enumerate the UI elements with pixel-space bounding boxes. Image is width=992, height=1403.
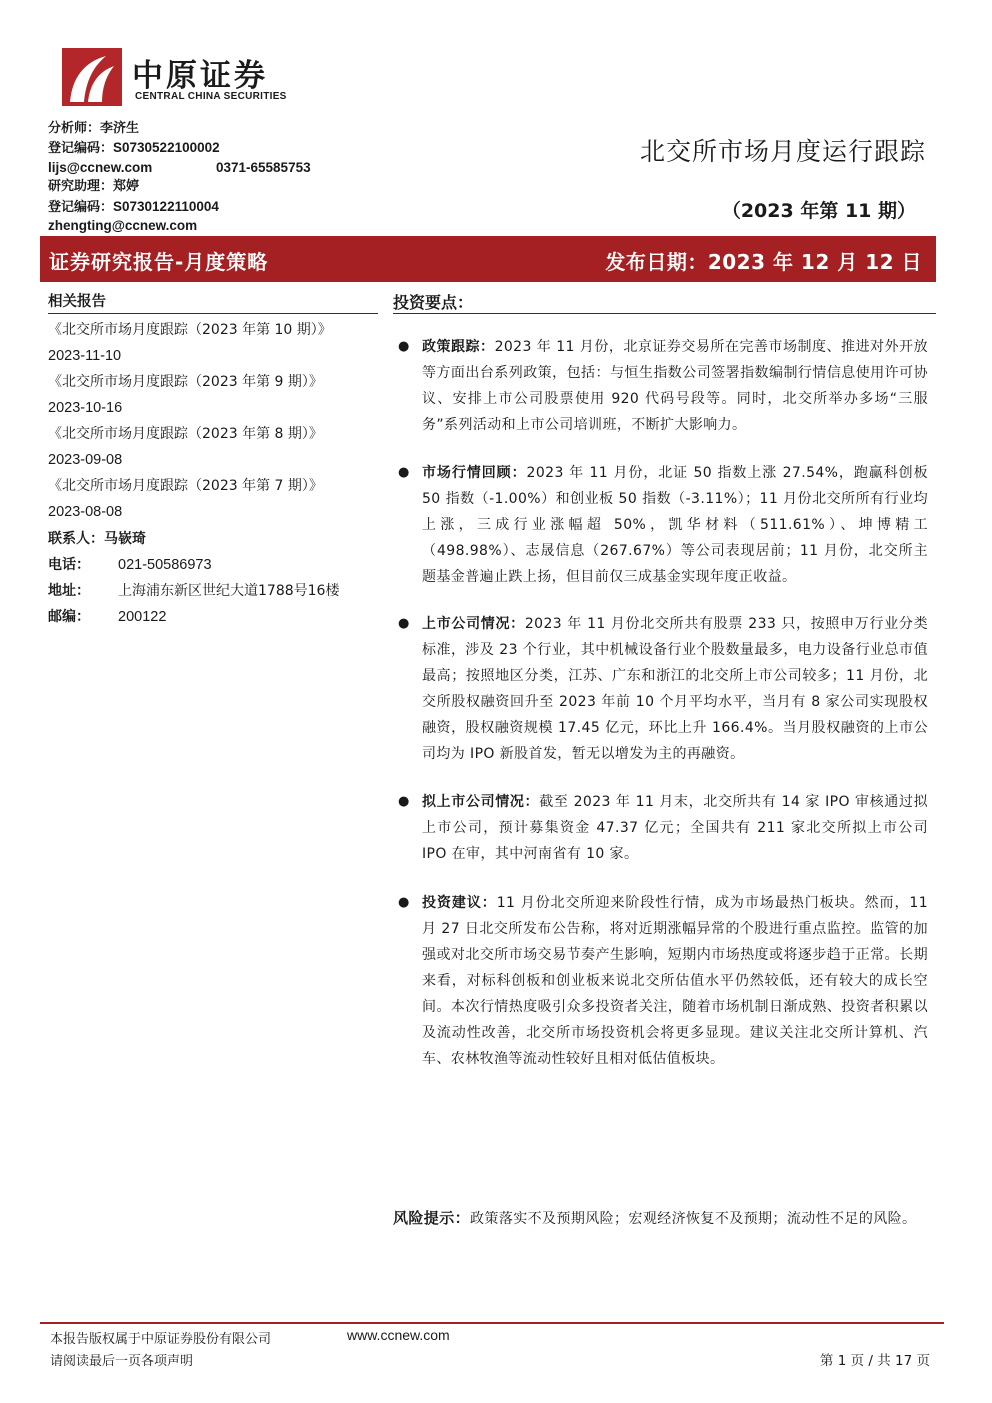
contact-address: 上海浦东新区世纪大道1788号16楼 (118, 583, 340, 599)
point-label: 投资建议： (422, 895, 497, 911)
related-reports-list (48, 317, 388, 525)
footer-website-link[interactable]: www.ccnew.com (347, 1327, 450, 1343)
analyst-row (48, 119, 348, 138)
assistant-label: 研究助理： (48, 179, 114, 195)
report-title: 北交所市场月度运行跟踪 (639, 137, 926, 166)
analyst-reg-no: S0730522100002 (113, 140, 220, 156)
analyst-label: 分析师： (48, 121, 101, 136)
risk-warning (393, 1205, 928, 1232)
assistant-name: 郑婷 (113, 179, 140, 195)
contact-phone-row (48, 552, 388, 578)
related-report-date: 2023-09-08 (48, 452, 123, 468)
related-report-title[interactable]: 《北交所市场月度跟踪（2023 年第 8 期）》 (48, 426, 323, 442)
footer-copyright: 本报告版权属于中原证券股份有限公司 (50, 1332, 272, 1347)
contact-info (48, 526, 388, 630)
contact-person-label: 联系人： (48, 531, 104, 547)
assistant-row (48, 177, 348, 196)
investment-point (398, 460, 928, 590)
investment-heading: 投资要点： (393, 293, 474, 312)
report-category: 证券研究报告-月度策略 (49, 250, 269, 274)
contact-postcode: 200122 (118, 609, 167, 625)
contact-person: 马嵚琦 (104, 531, 146, 547)
related-report-date: 2023-10-16 (48, 400, 123, 416)
contact-phone: 021-50586973 (118, 557, 212, 573)
page-number: 第 1 页 / 共 17 页 (819, 1353, 930, 1369)
contact-postcode-label: 邮编： (48, 609, 90, 625)
report-issue: （2023 年第 11 期） (721, 200, 916, 222)
analyst-email[interactable]: lijs@ccnew.com (48, 159, 153, 175)
central-china-securities-logo-icon (62, 48, 122, 106)
bullet-icon: ● (398, 465, 410, 480)
contact-address-row (48, 578, 388, 604)
brand-name-en: CENTRAL CHINA SECURITIES (135, 91, 287, 102)
analyst-info (48, 119, 348, 235)
risk-text: 政策落实不及预期风险；宏观经济恢复不及预期；流动性不足的风险。 (470, 1211, 917, 1227)
point-text: 2023 年 11 月份，北证 50 指数上涨 27.54%，跑赢科创板 50 指数（-1.00%）和创业板 50 指数（-3.11%）；11 月份北交所所有行业均上涨，三成行业涨幅超 50%，凯华材料（511.61%）、坤博精工（498.98%）、志晟信息（267.67%）等公司表现居前；11 月份，北交所主题基金普遍止跌上扬，但目前仅三成基金实现年度正收益。 (422, 465, 928, 585)
investment-point (398, 611, 928, 767)
point-label: 政策跟踪： (422, 339, 495, 355)
related-report-title[interactable]: 《北交所市场月度跟踪（2023 年第 10 期）》 (48, 322, 332, 338)
point-label: 拟上市公司情况： (422, 794, 540, 810)
assistant-email[interactable]: zhengting@ccnew.com (48, 217, 198, 233)
related-divider (48, 313, 378, 314)
bullet-icon: ● (398, 339, 410, 354)
bullet-icon: ● (398, 794, 410, 809)
point-text: 截至 2023 年 11 月末，北交所共有 14 家 IPO 审核通过拟上市公司，预计募集资金 47.37 亿元；全国共有 211 家北交所拟上市公司 IPO 在审，其中河南省有 10 家。 (422, 794, 928, 862)
related-reports-heading: 相关报告 (48, 294, 106, 310)
related-report-title[interactable]: 《北交所市场月度跟踪（2023 年第 7 期）》 (48, 478, 323, 494)
analyst-reg-row (48, 138, 348, 157)
point-text: 11 月份北交所迎来阶段性行情，成为市场最热门板块。然而，11 月 27 日北交所发布公告称，将对近期涨幅异常的个股进行重点监控。监管的加强或对北交所市场交易节奏产生影响，短期内市场热度或将逐步趋于正常。长期来看，对标科创板和创业板来说北交所估值水平仍然较低，还有较大的成长空间。本次行情热度吸引众多投资者关注，随着市场机制日渐成熟、投资者积累以及流动性改善，北交所市场投资机会将更多显现。建议关注北交所计算机、汽车、农林牧渔等流动性较好且相对低估值板块。 (422, 895, 929, 1067)
analyst-contact-row (48, 158, 348, 177)
contact-person-row (48, 526, 388, 552)
publish-date: 发布日期：2023 年 12 月 12 日 (605, 250, 922, 274)
analyst-name: 李济生 (100, 121, 140, 136)
analyst-reg-label: 登记编码： (48, 141, 114, 157)
related-report-date: 2023-08-08 (48, 504, 123, 520)
contact-postcode-row (48, 604, 388, 630)
bullet-icon: ● (398, 616, 410, 631)
point-label: 市场行情回顾： (422, 465, 527, 481)
point-label: 上市公司情况： (422, 616, 525, 632)
point-text: 2023 年 11 月份北交所共有股票 233 只，按照申万行业分类标准，涉及 23 个行业，其中机械设备行业个股数量最多，电力设备行业总市值最高；按照地区分类，江苏、广东和浙江的北交所上市公司较多；11 月份，北交所股权融资回升至 2023 年前 10 个月平均水平，当月有 8 家公司实现股权融资，股权融资规模 17.45 亿元，环比上升 166.4%。当月股权融资的上市公司均为 IPO 新股首发，暂无以增发为主的再融资。 (422, 616, 928, 762)
assistant-reg-label: 登记编码： (48, 199, 114, 215)
risk-label: 风险提示： (393, 1209, 471, 1227)
report-banner (40, 236, 936, 282)
related-report-date: 2023-11-10 (48, 348, 122, 364)
sidebar (48, 290, 378, 625)
point-text: 2023 年 11 月份，北京证券交易所在完善市场制度、推进对外开放等方面出台系列政策，包括：与恒生指数公司签署指数编制行情信息使用许可协议、安排上市公司股票使用 920 代码号段等。同时，北交所举办多场“三服务”系列活动和上市公司培训班，不断扩大影响力。 (422, 339, 928, 433)
analyst-phone: 0371-65585753 (216, 159, 311, 175)
footer-divider (40, 1322, 944, 1324)
assistant-reg-no: S0730122110004 (113, 198, 219, 214)
contact-phone-label: 电话： (48, 557, 90, 573)
company-logo (62, 48, 312, 108)
bullet-icon: ● (398, 895, 410, 910)
assistant-reg-row (48, 197, 348, 216)
footer-disclaimer-note: 请阅读最后一页各项声明 (50, 1354, 194, 1369)
contact-address-label: 地址： (48, 583, 90, 599)
assistant-email-row (48, 216, 348, 235)
investment-point (398, 334, 928, 438)
investment-point (398, 789, 928, 867)
investment-point (398, 890, 928, 1072)
investment-points (398, 334, 928, 1072)
investment-divider (393, 313, 936, 314)
brand-name-cn: 中原证券 (132, 58, 268, 94)
related-report-title[interactable]: 《北交所市场月度跟踪（2023 年第 9 期）》 (48, 374, 323, 390)
